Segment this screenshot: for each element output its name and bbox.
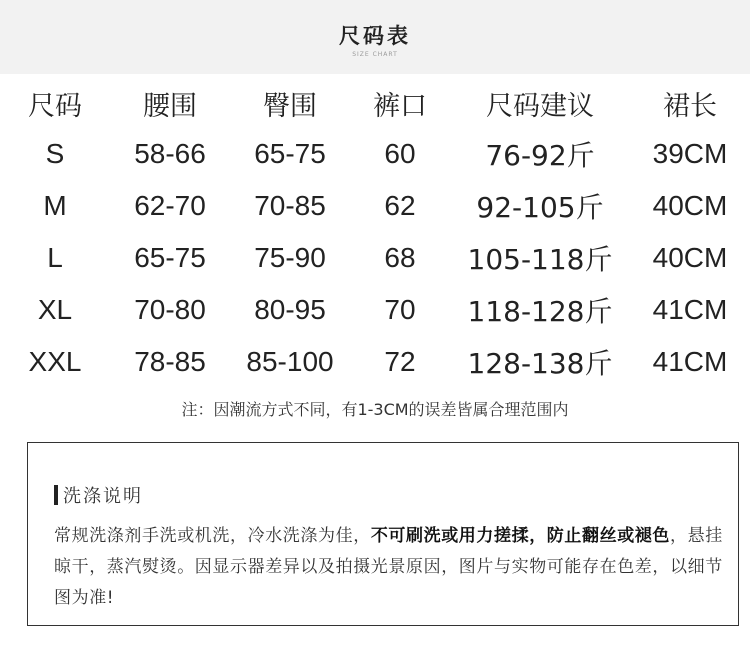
table-cell-size: XL [37, 294, 73, 325]
heading-bar-marker [54, 485, 58, 505]
table-cell-waist: 70-80 [134, 294, 206, 325]
table-cell-weight-suggestion: 128-138斤 [467, 347, 613, 380]
table-cell-hip: 80-95 [254, 294, 326, 325]
table-cell-leg-opening: 60 [384, 138, 416, 169]
table-cell-leg-opening: 70 [384, 294, 416, 325]
table-cell-weight-suggestion: 92-105斤 [476, 191, 604, 224]
column-header-size: 尺码 [28, 90, 82, 122]
table-row [0, 284, 750, 336]
table-row [0, 180, 750, 232]
table-row [0, 336, 750, 388]
table-cell-size: XXL [28, 346, 82, 377]
wash-text-part-1: 常规洗涤剂手洗或机洗，冷水洗涤为佳， [54, 526, 371, 546]
table-cell-size: L [47, 242, 63, 273]
table-cell-leg-opening: 62 [384, 190, 416, 221]
table-cell-weight-suggestion: 105-118斤 [467, 243, 613, 276]
column-header-hip: 臀围 [263, 90, 317, 122]
table-cell-skirt-length: 40CM [652, 242, 728, 273]
table-cell-hip: 75-90 [254, 242, 326, 273]
wash-text-warning: 不可刷洗或用力搓揉，防止翻丝或褪色 [370, 526, 671, 546]
table-cell-size: S [45, 138, 65, 169]
table-cell-skirt-length: 40CM [652, 190, 728, 221]
table-cell-waist: 58-66 [134, 138, 206, 169]
table-cell-skirt-length: 41CM [652, 346, 728, 377]
table-header-row [0, 78, 750, 128]
wash-instructions-title: 洗涤说明 [63, 486, 143, 507]
table-cell-hip: 70-85 [254, 190, 326, 221]
table-cell-skirt-length: 41CM [652, 294, 728, 325]
column-header-leg-opening: 裤口 [373, 90, 427, 122]
header-banner [0, 0, 750, 74]
table-cell-leg-opening: 72 [384, 346, 416, 377]
wash-text-part-2: ，悬挂晾干，蒸汽熨烫。因显示器差异以及拍摄光景原因，图片与实物可能存在色差，以细节图为准! [54, 526, 723, 608]
table-cell-weight-suggestion: 118-128斤 [467, 295, 613, 328]
table-row [0, 128, 750, 180]
table-cell-weight-suggestion: 76-92斤 [485, 139, 595, 172]
wash-instructions-box [27, 442, 739, 626]
table-cell-skirt-length: 39CM [652, 138, 728, 169]
column-header-waist: 腰围 [143, 90, 197, 122]
page-title: 尺码表 [339, 24, 411, 48]
table-row [0, 232, 750, 284]
measurement-note: 注：因潮流方式不同，有1-3CM的误差皆属合理范围内 [181, 400, 569, 419]
wash-instructions-text [54, 521, 724, 614]
column-header-weight-suggestion: 尺码建议 [486, 90, 594, 122]
column-header-skirt-length: 裙长 [663, 90, 717, 122]
table-cell-waist: 62-70 [134, 190, 206, 221]
table-cell-waist: 78-85 [134, 346, 206, 377]
page-subtitle: SIZE CHART [352, 51, 398, 58]
table-cell-leg-opening: 68 [384, 242, 416, 273]
table-cell-size: M [43, 190, 67, 221]
table-cell-waist: 65-75 [134, 242, 206, 273]
size-table [0, 78, 750, 388]
table-cell-hip: 65-75 [254, 138, 326, 169]
table-cell-hip: 85-100 [246, 346, 334, 377]
wash-instructions-heading [54, 484, 143, 506]
